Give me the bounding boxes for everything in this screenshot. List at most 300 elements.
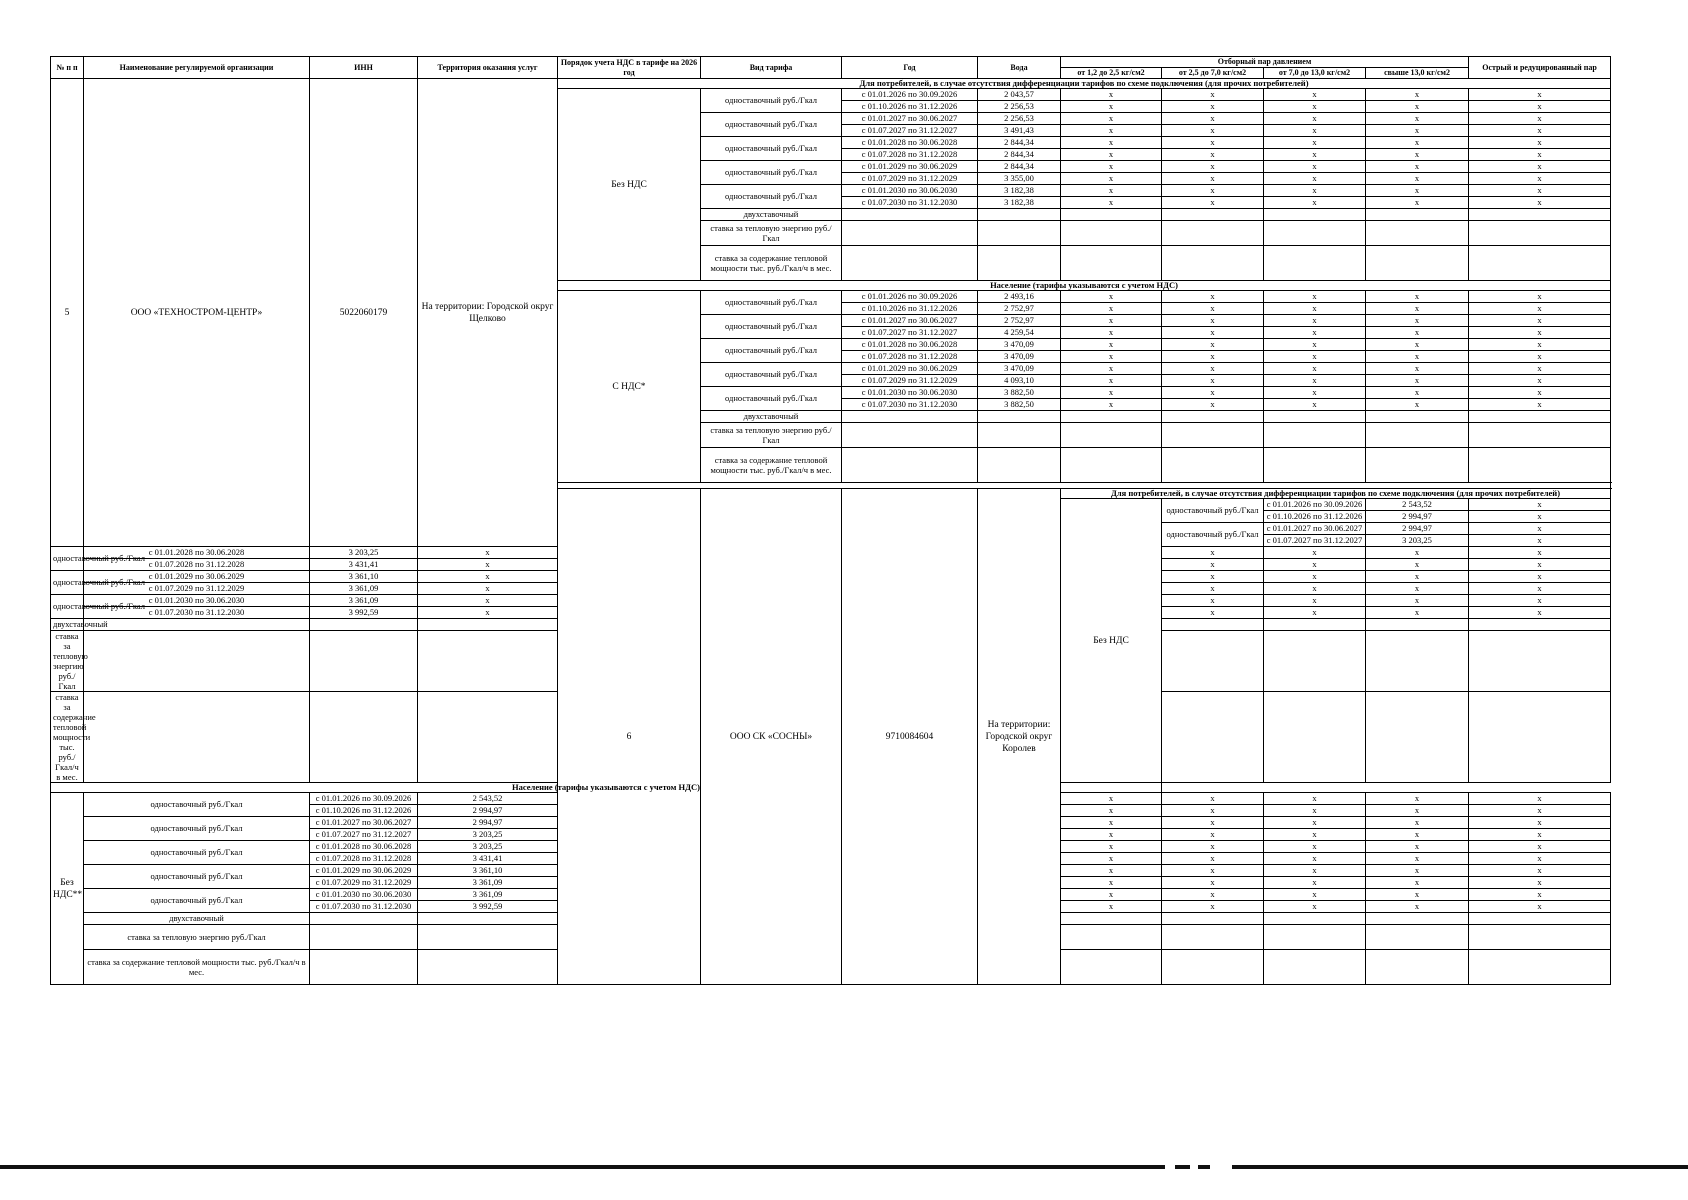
water-value: 2 256,53	[978, 113, 1061, 125]
steam-value: x	[1366, 173, 1469, 185]
empty-cell	[1366, 619, 1469, 631]
period-cell: с 01.07.2029 по 31.12.2029	[842, 375, 978, 387]
steam-value: x	[1366, 363, 1469, 375]
period-cell: с 01.07.2027 по 31.12.2027	[310, 829, 418, 841]
row-number: 5	[51, 79, 84, 547]
steam-value: x	[1162, 901, 1264, 913]
steam-value: x	[1162, 327, 1264, 339]
empty-cell	[1162, 423, 1264, 448]
empty-cell	[1366, 448, 1469, 483]
steam-value: x	[1162, 841, 1264, 853]
steam-value: x	[1366, 339, 1469, 351]
tariff-kind: ставка за тепловую энергию руб./Гкал	[701, 221, 842, 246]
steam-value: x	[1469, 161, 1611, 173]
tariff-kind: одноставочный руб./Гкал	[701, 185, 842, 209]
period-cell: с 01.01.2028 по 30.06.2028	[84, 547, 310, 559]
water-value: 3 361,10	[310, 571, 418, 583]
steam-value: x	[1264, 113, 1366, 125]
steam-value: x	[1469, 173, 1611, 185]
tariff-table	[50, 56, 1611, 985]
tariff-kind: одноставочный руб./Гкал	[51, 547, 84, 571]
empty-cell	[84, 631, 310, 692]
empty-cell	[1469, 411, 1611, 423]
water-value: 3 203,25	[1366, 535, 1469, 547]
steam-value: x	[1366, 559, 1469, 571]
header-steam-group: Отборный пар давлением	[1061, 57, 1469, 68]
period-cell: с 01.01.2030 по 30.06.2030	[84, 595, 310, 607]
period-cell: с 01.10.2026 по 31.12.2026	[1264, 511, 1366, 523]
steam-value: x	[1162, 149, 1264, 161]
tariff-kind: одноставочный руб./Гкал	[51, 595, 84, 619]
water-value: 3 182,38	[978, 185, 1061, 197]
water-value: 3 361,10	[418, 865, 558, 877]
period-cell: с 01.01.2028 по 30.06.2028	[842, 339, 978, 351]
steam-value: x	[1264, 327, 1366, 339]
empty-cell	[1061, 411, 1162, 423]
empty-cell	[1061, 209, 1162, 221]
empty-cell	[1061, 950, 1162, 985]
section-title: Для потребителей, в случае отсутствия дифференциации тарифов по схеме подключения (для прочих потребителей)	[1061, 489, 1611, 499]
empty-cell	[1366, 423, 1469, 448]
steam-value: x	[1264, 303, 1366, 315]
steam-value: x	[1469, 185, 1611, 197]
steam-value: x	[1061, 185, 1162, 197]
tariff-kind: одноставочный руб./Гкал	[701, 291, 842, 315]
water-value: 2 994,97	[418, 805, 558, 817]
steam-value: x	[418, 571, 558, 583]
steam-value: x	[418, 583, 558, 595]
empty-cell	[1162, 925, 1264, 950]
empty-cell	[1366, 631, 1469, 692]
period-cell: с 01.01.2026 по 30.09.2026	[842, 89, 978, 101]
steam-value: x	[1061, 149, 1162, 161]
steam-value: x	[1469, 303, 1611, 315]
vat-mode: Без НДС	[1061, 499, 1162, 783]
steam-value: x	[1061, 125, 1162, 137]
empty-cell	[1366, 925, 1469, 950]
period-cell: с 01.01.2027 по 30.06.2027	[842, 113, 978, 125]
steam-value: x	[1162, 607, 1264, 619]
steam-value: x	[1162, 889, 1264, 901]
steam-value: x	[1162, 853, 1264, 865]
steam-value: x	[1366, 901, 1469, 913]
scan-edge-gap	[1190, 1165, 1198, 1169]
header-org: Наименование регулируемой организации	[84, 57, 310, 79]
steam-value: x	[1061, 865, 1162, 877]
empty-cell	[1366, 221, 1469, 246]
empty-cell	[84, 619, 310, 631]
empty-cell	[1264, 950, 1366, 985]
empty-cell	[842, 246, 978, 281]
tariff-kind: одноставочный руб./Гкал	[51, 571, 84, 595]
water-value: 3 882,50	[978, 399, 1061, 411]
empty-cell	[1264, 448, 1366, 483]
steam-value: x	[1469, 351, 1611, 363]
steam-value: x	[1469, 291, 1611, 303]
steam-value: x	[1162, 817, 1264, 829]
scan-edge-gap	[1165, 1165, 1175, 1169]
steam-value: x	[1469, 523, 1611, 535]
period-cell: с 01.10.2026 по 31.12.2026	[842, 101, 978, 113]
water-value: 3 992,59	[418, 901, 558, 913]
empty-cell	[1469, 692, 1611, 783]
empty-cell	[1366, 913, 1469, 925]
period-cell: с 01.01.2027 по 30.06.2027	[310, 817, 418, 829]
empty-cell	[1264, 411, 1366, 423]
empty-cell	[1061, 925, 1162, 950]
tariff-kind: одноставочный руб./Гкал	[84, 817, 310, 841]
steam-value: x	[1366, 149, 1469, 161]
steam-value: x	[1264, 185, 1366, 197]
empty-cell	[1264, 631, 1366, 692]
section-row	[51, 783, 1611, 793]
empty-cell	[1366, 692, 1469, 783]
steam-value: x	[1264, 161, 1366, 173]
tariff-kind: одноставочный руб./Гкал	[84, 793, 310, 817]
tariff-kind: одноставочный руб./Гкал	[84, 841, 310, 865]
empty-cell	[1061, 423, 1162, 448]
empty-cell	[842, 448, 978, 483]
period-cell: с 01.01.2029 по 30.06.2029	[310, 865, 418, 877]
period-cell: с 01.07.2027 по 31.12.2027	[1264, 535, 1366, 547]
header-water: Вода	[978, 57, 1061, 79]
steam-value: x	[1264, 125, 1366, 137]
steam-value: x	[1366, 137, 1469, 149]
steam-value: x	[1264, 137, 1366, 149]
steam-value: x	[1366, 185, 1469, 197]
period-cell: с 01.01.2029 по 30.06.2029	[842, 363, 978, 375]
empty-cell	[1469, 913, 1611, 925]
steam-value: x	[1469, 853, 1611, 865]
steam-value: x	[1469, 607, 1611, 619]
steam-value: x	[1264, 559, 1366, 571]
steam-value: x	[1264, 315, 1366, 327]
steam-value: x	[1264, 351, 1366, 363]
vat-mode: Без НДС**	[51, 793, 84, 985]
period-cell: с 01.07.2030 по 31.12.2030	[84, 607, 310, 619]
steam-value: x	[1469, 499, 1611, 511]
water-value: 3 431,41	[310, 559, 418, 571]
scan-edge-line	[0, 1165, 1688, 1169]
steam-value: x	[1061, 793, 1162, 805]
steam-value: x	[1264, 197, 1366, 209]
tariff-kind: ставка за содержание тепловой мощности тыс. руб./Гкал/ч в мес.	[51, 692, 84, 783]
empty-cell	[1469, 246, 1611, 281]
empty-cell	[1469, 448, 1611, 483]
steam-value: x	[1366, 327, 1469, 339]
steam-value: x	[1162, 161, 1264, 173]
water-value: 2 493,16	[978, 291, 1061, 303]
empty-cell	[418, 692, 558, 783]
steam-value: x	[1469, 339, 1611, 351]
steam-value: x	[1264, 595, 1366, 607]
steam-value: x	[1061, 137, 1162, 149]
steam-value: x	[1264, 865, 1366, 877]
steam-value: x	[1264, 853, 1366, 865]
tariff-kind: ставка за тепловую энергию руб./Гкал	[51, 631, 84, 692]
steam-value: x	[1469, 559, 1611, 571]
steam-value: x	[1061, 173, 1162, 185]
steam-value: x	[1061, 375, 1162, 387]
empty-cell	[1162, 692, 1264, 783]
water-value: 3 361,09	[310, 595, 418, 607]
steam-value: x	[1162, 185, 1264, 197]
steam-value: x	[1162, 595, 1264, 607]
period-cell: с 01.10.2026 по 31.12.2026	[310, 805, 418, 817]
water-value: 3 355,00	[978, 173, 1061, 185]
period-cell: с 01.01.2030 по 30.06.2030	[842, 185, 978, 197]
period-cell: с 01.07.2029 по 31.12.2029	[842, 173, 978, 185]
empty-cell	[84, 692, 310, 783]
steam-value: x	[1366, 817, 1469, 829]
water-value: 3 431,41	[418, 853, 558, 865]
empty-cell	[1469, 950, 1611, 985]
steam-value: x	[1366, 805, 1469, 817]
header-inn: ИНН	[310, 57, 418, 79]
tariff-kind: одноставочный руб./Гкал	[701, 137, 842, 161]
empty-cell	[978, 209, 1061, 221]
empty-cell	[1264, 209, 1366, 221]
steam-value: x	[1366, 853, 1469, 865]
empty-cell	[1264, 221, 1366, 246]
steam-value: x	[1366, 315, 1469, 327]
tariff-kind: одноставочный руб./Гкал	[701, 387, 842, 411]
steam-value: x	[1162, 547, 1264, 559]
steam-value: x	[1469, 197, 1611, 209]
empty-cell	[1061, 913, 1162, 925]
steam-value: x	[1366, 583, 1469, 595]
period-cell: с 01.07.2028 по 31.12.2028	[84, 559, 310, 571]
empty-cell	[1061, 246, 1162, 281]
period-cell: с 01.07.2030 по 31.12.2030	[310, 901, 418, 913]
empty-cell	[310, 913, 418, 925]
steam-value: x	[1264, 841, 1366, 853]
empty-cell	[842, 411, 978, 423]
steam-value: x	[1061, 889, 1162, 901]
steam-value: x	[1162, 303, 1264, 315]
steam-value: x	[1469, 583, 1611, 595]
empty-cell	[1264, 913, 1366, 925]
steam-value: x	[1366, 829, 1469, 841]
empty-cell	[418, 913, 558, 925]
water-value: 2 043,57	[978, 89, 1061, 101]
empty-cell	[1162, 221, 1264, 246]
steam-value: x	[1366, 89, 1469, 101]
scan-edge-gap	[1210, 1165, 1232, 1169]
steam-value: x	[1264, 571, 1366, 583]
steam-value: x	[1469, 901, 1611, 913]
section-row	[51, 79, 1611, 89]
empty-cell	[310, 692, 418, 783]
steam-value: x	[1264, 817, 1366, 829]
steam-value: x	[1162, 793, 1264, 805]
steam-value: x	[1264, 607, 1366, 619]
steam-value: x	[1162, 865, 1264, 877]
steam-value: x	[1366, 889, 1469, 901]
steam-value: x	[1469, 137, 1611, 149]
steam-value: x	[1061, 197, 1162, 209]
water-value: 3 182,38	[978, 197, 1061, 209]
tariff-kind: одноставочный руб./Гкал	[701, 339, 842, 363]
steam-value: x	[1061, 339, 1162, 351]
empty-cell	[1469, 209, 1611, 221]
empty-cell	[978, 411, 1061, 423]
steam-value: x	[1469, 363, 1611, 375]
empty-cell	[978, 221, 1061, 246]
service-territory: На территории: Городской округ Королев	[978, 489, 1061, 985]
empty-cell	[418, 950, 558, 985]
steam-value: x	[1061, 101, 1162, 113]
empty-cell	[1264, 423, 1366, 448]
steam-value: x	[1162, 173, 1264, 185]
empty-cell	[310, 925, 418, 950]
tariff-kind: двухставочный	[701, 411, 842, 423]
steam-value: x	[1469, 113, 1611, 125]
water-value: 3 491,43	[978, 125, 1061, 137]
steam-value: x	[1469, 571, 1611, 583]
steam-value: x	[1264, 547, 1366, 559]
empty-cell	[978, 448, 1061, 483]
steam-value: x	[418, 607, 558, 619]
section-title: Население (тарифы указываются с учетом НДС)	[558, 281, 1611, 291]
period-cell: с 01.01.2027 по 30.06.2027	[1264, 523, 1366, 535]
tariff-kind: двухставочный	[701, 209, 842, 221]
empty-cell	[1366, 411, 1469, 423]
tariff-kind: ставка за тепловую энергию руб./Гкал	[701, 423, 842, 448]
period-cell: с 01.07.2028 по 31.12.2028	[842, 351, 978, 363]
water-value: 2 256,53	[978, 101, 1061, 113]
organization-name: ООО СК «СОСНЫ»	[701, 489, 842, 985]
header-territory: Территория оказания услуг	[418, 57, 558, 79]
tariff-kind: ставка за содержание тепловой мощности тыс. руб./Гкал/ч в мес.	[701, 448, 842, 483]
empty-cell	[978, 423, 1061, 448]
steam-value: x	[1061, 853, 1162, 865]
steam-value: x	[1162, 315, 1264, 327]
steam-value: x	[1469, 535, 1611, 547]
steam-value: x	[1162, 113, 1264, 125]
section-title: Для потребителей, в случае отсутствия дифференциации тарифов по схеме подключения (для прочих потребителей)	[558, 79, 1611, 89]
section-title: Население (тарифы указываются с учетом НДС)	[51, 783, 1162, 793]
steam-value: x	[1162, 375, 1264, 387]
steam-value: x	[418, 595, 558, 607]
water-value: 3 361,09	[418, 889, 558, 901]
period-cell: с 01.07.2029 по 31.12.2029	[84, 583, 310, 595]
period-cell: с 01.07.2028 по 31.12.2028	[842, 149, 978, 161]
steam-value: x	[1162, 559, 1264, 571]
steam-value: x	[1061, 399, 1162, 411]
empty-cell	[1469, 221, 1611, 246]
empty-cell	[1469, 619, 1611, 631]
empty-cell	[1469, 925, 1611, 950]
tariff-kind: одноставочный руб./Гкал	[1162, 523, 1264, 547]
period-cell: с 01.07.2030 по 31.12.2030	[842, 197, 978, 209]
steam-value: x	[1061, 841, 1162, 853]
empty-cell	[842, 209, 978, 221]
empty-cell	[1264, 692, 1366, 783]
steam-value: x	[1264, 829, 1366, 841]
steam-value: x	[1264, 889, 1366, 901]
steam-value: x	[1469, 547, 1611, 559]
organization-inn: 9710084604	[842, 489, 978, 985]
water-value: 2 994,97	[1366, 523, 1469, 535]
steam-value: x	[1162, 805, 1264, 817]
vat-mode: Без НДС	[558, 89, 701, 281]
vat-mode: С НДС*	[558, 291, 701, 483]
steam-value: x	[1061, 161, 1162, 173]
water-value: 3 470,09	[978, 363, 1061, 375]
row-number: 6	[558, 489, 701, 985]
empty-cell	[1162, 411, 1264, 423]
tariff-kind: одноставочный руб./Гкал	[701, 161, 842, 185]
header-sharp-steam: Острый и редуцированный пар	[1469, 57, 1611, 79]
period-cell: с 01.01.2029 по 30.06.2029	[842, 161, 978, 173]
steam-value: x	[1264, 339, 1366, 351]
steam-value: x	[1061, 829, 1162, 841]
header-pressure-4: свыше 13,0 кг/см2	[1366, 68, 1469, 79]
water-value: 3 470,09	[978, 339, 1061, 351]
water-value: 2 543,52	[418, 793, 558, 805]
steam-value: x	[1366, 113, 1469, 125]
steam-value: x	[1469, 841, 1611, 853]
steam-value: x	[1469, 595, 1611, 607]
steam-value: x	[1264, 583, 1366, 595]
empty-cell	[1469, 631, 1611, 692]
period-cell: с 01.01.2029 по 30.06.2029	[84, 571, 310, 583]
tariff-kind: одноставочный руб./Гкал	[701, 363, 842, 387]
steam-value: x	[1162, 829, 1264, 841]
steam-value: x	[1469, 511, 1611, 523]
steam-value: x	[1469, 101, 1611, 113]
tariff-kind: одноставочный руб./Гкал	[1162, 499, 1264, 523]
header-pressure-2: от 2,5 до 7,0 кг/см2	[1162, 68, 1264, 79]
period-cell: с 01.07.2028 по 31.12.2028	[310, 853, 418, 865]
steam-value: x	[1366, 399, 1469, 411]
steam-value: x	[1366, 607, 1469, 619]
period-cell: с 01.10.2026 по 31.12.2026	[842, 303, 978, 315]
steam-value: x	[1366, 375, 1469, 387]
water-value: 2 844,34	[978, 149, 1061, 161]
steam-value: x	[1061, 351, 1162, 363]
empty-cell	[1162, 631, 1264, 692]
steam-value: x	[1162, 363, 1264, 375]
steam-value: x	[1264, 101, 1366, 113]
empty-cell	[1366, 209, 1469, 221]
tariff-kind: двухставочный	[84, 913, 310, 925]
steam-value: x	[1264, 291, 1366, 303]
steam-value: x	[1162, 877, 1264, 889]
steam-value: x	[1061, 877, 1162, 889]
steam-value: x	[1366, 595, 1469, 607]
steam-value: x	[1469, 889, 1611, 901]
steam-value: x	[1264, 375, 1366, 387]
steam-value: x	[1366, 125, 1469, 137]
header-vat: Порядок учета НДС в тарифе на 2026 год	[558, 57, 701, 79]
empty-cell	[1162, 950, 1264, 985]
tariff-kind: ставка за тепловую энергию руб./Гкал	[84, 925, 310, 950]
water-value: 2 752,97	[978, 303, 1061, 315]
steam-value: x	[1061, 89, 1162, 101]
empty-cell	[418, 925, 558, 950]
empty-cell	[1162, 246, 1264, 281]
organization-inn: 5022060179	[310, 79, 418, 547]
steam-value: x	[1264, 387, 1366, 399]
steam-value: x	[1469, 865, 1611, 877]
tariff-kind: ставка за содержание тепловой мощности тыс. руб./Гкал/ч в мес.	[701, 246, 842, 281]
steam-value: x	[1061, 291, 1162, 303]
steam-value: x	[1162, 583, 1264, 595]
steam-value: x	[1366, 793, 1469, 805]
empty-cell	[418, 631, 558, 692]
